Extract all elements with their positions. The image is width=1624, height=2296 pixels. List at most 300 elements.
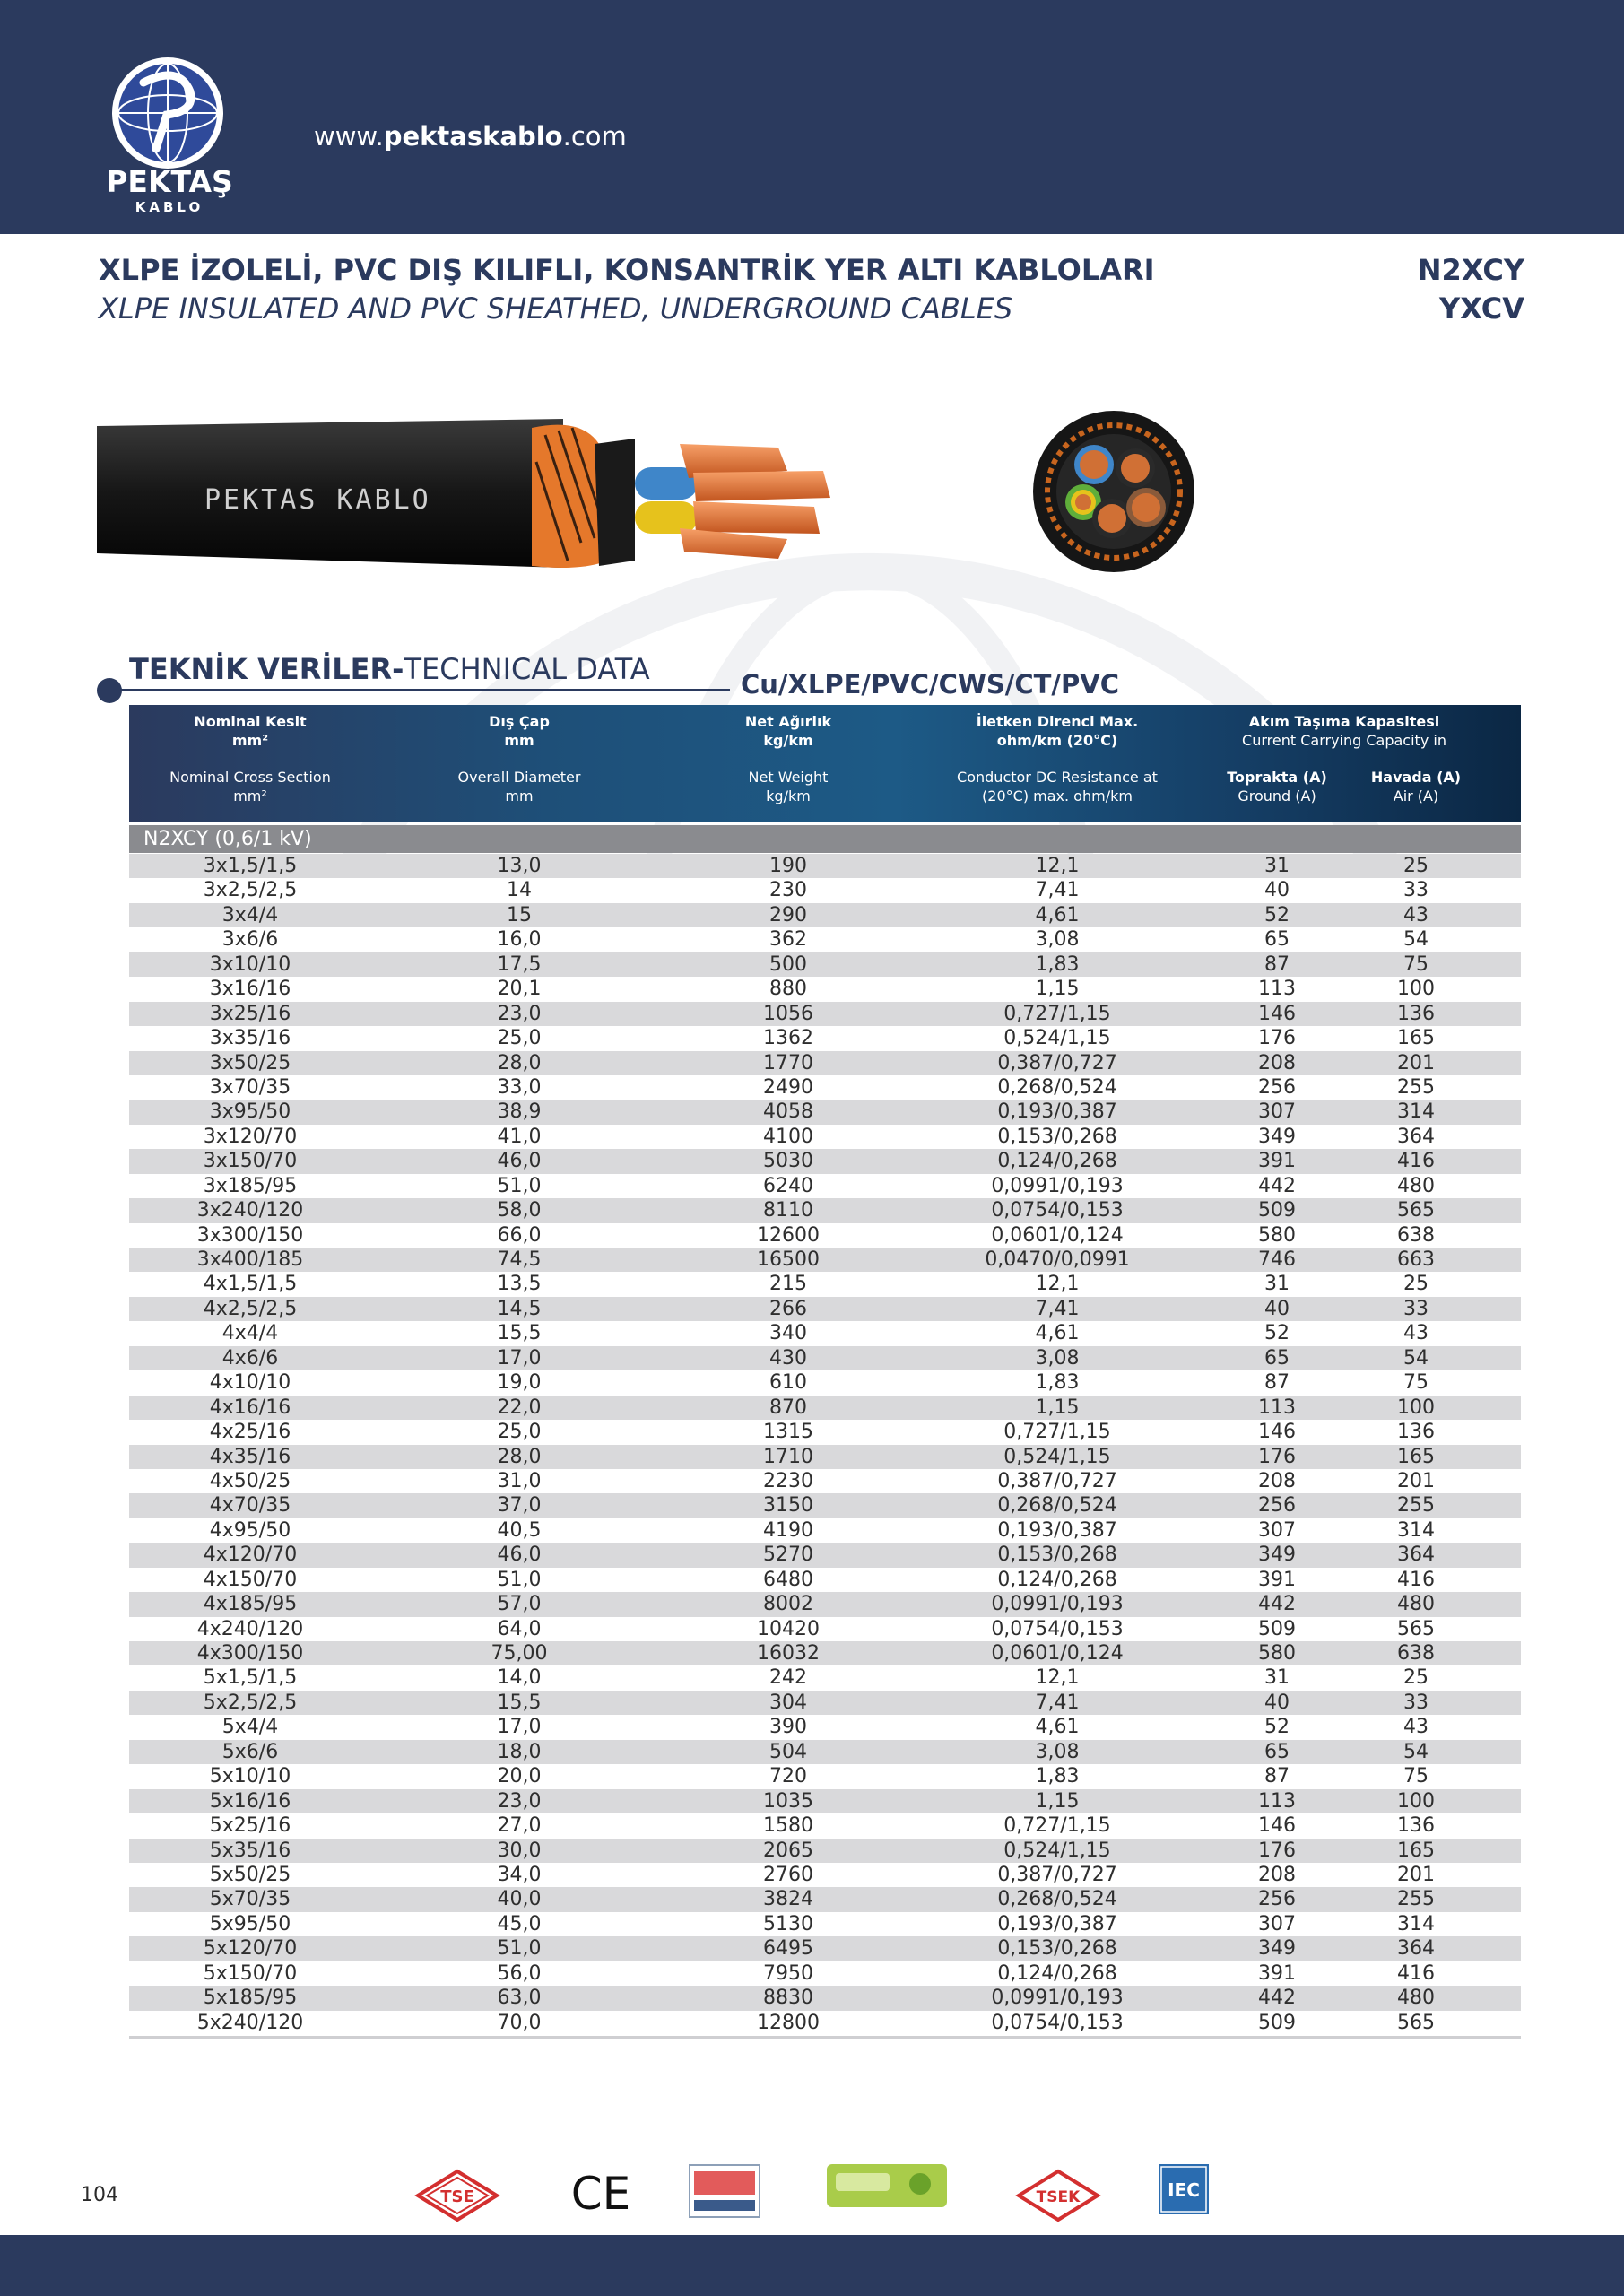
cell-net-weight: 242 bbox=[769, 1666, 807, 1690]
header-dc-resistance bbox=[909, 712, 1205, 750]
cell-capacity-air: 201 bbox=[1397, 1051, 1435, 1074]
cell-capacity-air: 255 bbox=[1397, 1075, 1435, 1099]
cell-nominal-section: 5x95/50 bbox=[209, 1912, 291, 1935]
cell-capacity-air: 136 bbox=[1397, 1421, 1435, 1444]
cell-nominal-section: 3x4/4 bbox=[221, 903, 279, 926]
cell-net-weight: 504 bbox=[769, 1740, 807, 1763]
cell-overall-diameter: 40,5 bbox=[497, 1518, 542, 1542]
cell-net-weight: 1362 bbox=[763, 1027, 813, 1050]
cell-capacity-air: 364 bbox=[1397, 1937, 1435, 1961]
cell-overall-diameter: 64,0 bbox=[497, 1617, 542, 1640]
cell-capacity-air: 43 bbox=[1403, 1322, 1429, 1345]
cell-dc-resistance: 0,524/1,15 bbox=[1003, 1445, 1111, 1468]
cell-dc-resistance: 1,15 bbox=[1035, 978, 1080, 1001]
cell-capacity-ground: 176 bbox=[1258, 1027, 1296, 1050]
cell-overall-diameter: 27,0 bbox=[497, 1814, 542, 1838]
cell-net-weight: 2760 bbox=[763, 1863, 813, 1886]
cell-nominal-section: 3x10/10 bbox=[209, 952, 291, 976]
header-col3-en-unit: kg/km bbox=[766, 787, 811, 804]
cell-capacity-ground: 113 bbox=[1258, 1789, 1296, 1813]
cell-overall-diameter: 13,5 bbox=[497, 1273, 542, 1296]
page-title-turkish: XLPE İZOLELİ, PVC DIŞ KILIFLI, KONSANTRİK YER ALTI KABLOLARI bbox=[99, 253, 1155, 287]
cell-net-weight: 720 bbox=[769, 1765, 807, 1788]
cell-capacity-air: 255 bbox=[1397, 1494, 1435, 1518]
cell-capacity-air: 638 bbox=[1397, 1223, 1435, 1247]
cell-capacity-air: 25 bbox=[1403, 855, 1429, 877]
cell-net-weight: 1056 bbox=[763, 1002, 813, 1025]
cell-capacity-ground: 256 bbox=[1258, 1075, 1296, 1099]
cell-dc-resistance: 1,83 bbox=[1035, 952, 1080, 976]
table-row bbox=[129, 1445, 1521, 1469]
cell-dc-resistance: 1,83 bbox=[1035, 1371, 1080, 1395]
cell-capacity-air: 638 bbox=[1397, 1642, 1435, 1665]
cell-capacity-ground: 31 bbox=[1264, 1666, 1290, 1690]
cell-overall-diameter: 25,0 bbox=[497, 1421, 542, 1444]
cell-net-weight: 3824 bbox=[763, 1888, 813, 1911]
header-col4-en-unit: (20°C) max. ohm/km bbox=[982, 787, 1133, 804]
header-air-tr: Havada (A) bbox=[1370, 769, 1462, 786]
tse-certification-icon bbox=[413, 2164, 502, 2227]
cell-dc-resistance: 0,0991/0,193 bbox=[991, 1174, 1124, 1197]
cell-overall-diameter: 51,0 bbox=[497, 1937, 542, 1961]
cell-capacity-air: 100 bbox=[1397, 1789, 1435, 1813]
cell-nominal-section: 5x185/95 bbox=[203, 1987, 298, 2010]
page-number: 104 bbox=[81, 2184, 118, 2206]
cell-dc-resistance: 0,193/0,387 bbox=[997, 1912, 1117, 1935]
cell-capacity-ground: 40 bbox=[1264, 1297, 1290, 1320]
cell-nominal-section: 4x1,5/1,5 bbox=[203, 1273, 298, 1296]
cell-capacity-air: 314 bbox=[1397, 1518, 1435, 1542]
cell-net-weight: 5270 bbox=[763, 1544, 813, 1567]
cell-nominal-section: 4x16/16 bbox=[209, 1396, 291, 1419]
table-row bbox=[129, 1321, 1521, 1345]
cell-capacity-ground: 52 bbox=[1264, 1322, 1290, 1345]
cell-dc-resistance: 0,524/1,15 bbox=[1003, 1839, 1111, 1862]
table-row bbox=[129, 1641, 1521, 1665]
cell-overall-diameter: 75,00 bbox=[491, 1642, 548, 1665]
cable-cross-section-icon bbox=[1031, 409, 1196, 574]
header-col2-en: Overall Diameter bbox=[457, 769, 581, 786]
cell-capacity-ground: 509 bbox=[1258, 1199, 1296, 1222]
cell-capacity-air: 33 bbox=[1403, 879, 1429, 902]
cell-capacity-ground: 307 bbox=[1258, 1100, 1296, 1124]
cell-overall-diameter: 20,0 bbox=[497, 1765, 542, 1788]
cell-net-weight: 266 bbox=[769, 1297, 807, 1320]
website-domain: pektaskablo bbox=[383, 121, 563, 152]
cell-capacity-air: 165 bbox=[1397, 1839, 1435, 1862]
table-row bbox=[129, 952, 1521, 977]
table-row bbox=[129, 1223, 1521, 1248]
ce-mark-icon bbox=[567, 2164, 635, 2227]
cell-overall-diameter: 51,0 bbox=[497, 1568, 542, 1591]
cell-net-weight: 12800 bbox=[757, 2011, 820, 2034]
cell-nominal-section: 5x10/10 bbox=[209, 1765, 291, 1788]
page-title-english: XLPE INSULATED AND PVC SHEATHED, UNDERGROUND CABLES bbox=[99, 291, 1013, 326]
header-col5-en: Current Carrying Capacity in bbox=[1242, 732, 1446, 749]
cell-overall-diameter: 25,0 bbox=[497, 1027, 542, 1050]
cell-net-weight: 215 bbox=[769, 1273, 807, 1296]
cell-nominal-section: 3x1,5/1,5 bbox=[203, 855, 298, 877]
website-prefix: www. bbox=[314, 121, 384, 152]
cell-net-weight: 190 bbox=[769, 855, 807, 877]
cell-capacity-air: 54 bbox=[1403, 1346, 1429, 1370]
header-col4-tr: İletken Direnci Max. bbox=[976, 713, 1139, 730]
table-row bbox=[129, 1493, 1521, 1518]
table-row bbox=[129, 1813, 1521, 1838]
cell-dc-resistance: 0,153/0,268 bbox=[997, 1125, 1117, 1148]
cell-capacity-ground: 349 bbox=[1258, 1544, 1296, 1567]
footer-band bbox=[0, 2235, 1624, 2296]
table-row bbox=[129, 1051, 1521, 1075]
cell-nominal-section: 4x35/16 bbox=[209, 1445, 291, 1468]
table-header bbox=[129, 705, 1521, 822]
table-row bbox=[129, 1764, 1521, 1788]
header-ground bbox=[1205, 768, 1349, 805]
tse-text: TSE bbox=[440, 2187, 474, 2206]
cell-net-weight: 1580 bbox=[763, 1814, 813, 1838]
table-row bbox=[129, 903, 1521, 927]
table-row bbox=[129, 1174, 1521, 1198]
cell-capacity-ground: 256 bbox=[1258, 1494, 1296, 1518]
cell-nominal-section: 3x95/50 bbox=[209, 1100, 291, 1124]
cell-net-weight: 610 bbox=[769, 1371, 807, 1395]
cell-nominal-section: 3x120/70 bbox=[203, 1125, 298, 1148]
cell-nominal-section: 3x6/6 bbox=[221, 928, 279, 952]
cell-nominal-section: 4x185/95 bbox=[203, 1593, 298, 1616]
cell-capacity-ground: 307 bbox=[1258, 1518, 1296, 1542]
cell-dc-resistance: 0,524/1,15 bbox=[1003, 1027, 1111, 1050]
cell-capacity-ground: 146 bbox=[1258, 1421, 1296, 1444]
cell-capacity-ground: 509 bbox=[1258, 2011, 1296, 2034]
cell-capacity-air: 480 bbox=[1397, 1174, 1435, 1197]
cell-nominal-section: 3x70/35 bbox=[209, 1075, 291, 1099]
table-row bbox=[129, 1543, 1521, 1567]
cell-capacity-air: 565 bbox=[1397, 2011, 1435, 2034]
header-ground-en: Ground (A) bbox=[1238, 787, 1316, 804]
cell-capacity-air: 165 bbox=[1397, 1027, 1435, 1050]
table-row bbox=[129, 1469, 1521, 1493]
cell-net-weight: 5130 bbox=[763, 1912, 813, 1935]
header-overall-diameter-en bbox=[371, 768, 667, 805]
cell-capacity-ground: 113 bbox=[1258, 1396, 1296, 1419]
cable-print-text: PEKTAS KABLO bbox=[204, 484, 431, 516]
table-row bbox=[129, 878, 1521, 902]
cell-capacity-air: 25 bbox=[1403, 1273, 1429, 1296]
header-col3-tr: Net Ağırlık bbox=[744, 713, 832, 730]
table-row bbox=[129, 1839, 1521, 1863]
cell-nominal-section: 4x300/150 bbox=[196, 1642, 304, 1665]
cell-dc-resistance: 3,08 bbox=[1035, 928, 1080, 952]
table-row bbox=[129, 1075, 1521, 1100]
header-col2-en-unit: mm bbox=[505, 787, 534, 804]
cell-dc-resistance: 1,15 bbox=[1035, 1789, 1080, 1813]
cell-nominal-section: 5x150/70 bbox=[203, 1961, 298, 1985]
cell-overall-diameter: 74,5 bbox=[497, 1248, 542, 1271]
header-net-weight bbox=[667, 712, 909, 750]
cell-net-weight: 8110 bbox=[763, 1199, 813, 1222]
table-row bbox=[129, 1936, 1521, 1961]
cell-dc-resistance: 3,08 bbox=[1035, 1346, 1080, 1370]
table-row bbox=[129, 1396, 1521, 1420]
cell-net-weight: 4100 bbox=[763, 1125, 813, 1148]
cell-nominal-section: 4x50/25 bbox=[209, 1469, 291, 1492]
header-col1-tr-unit: mm² bbox=[231, 732, 269, 749]
cell-capacity-air: 100 bbox=[1397, 978, 1435, 1001]
cable-illustration bbox=[97, 408, 886, 587]
cell-capacity-air: 480 bbox=[1397, 1987, 1435, 2010]
cell-capacity-ground: 442 bbox=[1258, 1987, 1296, 2010]
cell-capacity-ground: 87 bbox=[1264, 952, 1290, 976]
table-row bbox=[129, 1346, 1521, 1370]
cell-capacity-ground: 580 bbox=[1258, 1642, 1296, 1665]
cell-capacity-air: 75 bbox=[1403, 1765, 1429, 1788]
cell-capacity-air: 201 bbox=[1397, 1863, 1435, 1886]
cell-nominal-section: 5x25/16 bbox=[209, 1814, 291, 1838]
table-group-label bbox=[129, 825, 1521, 853]
cell-overall-diameter: 15,5 bbox=[497, 1691, 542, 1714]
table-row bbox=[129, 1420, 1521, 1444]
table-row bbox=[129, 977, 1521, 1001]
cell-capacity-ground: 256 bbox=[1258, 1888, 1296, 1911]
cell-overall-diameter: 33,0 bbox=[497, 1075, 542, 1099]
cell-dc-resistance: 0,727/1,15 bbox=[1003, 1421, 1111, 1444]
cell-overall-diameter: 28,0 bbox=[497, 1445, 542, 1468]
cell-dc-resistance: 0,124/0,268 bbox=[997, 1150, 1117, 1173]
cell-net-weight: 8002 bbox=[763, 1593, 813, 1616]
cell-overall-diameter: 41,0 bbox=[497, 1125, 542, 1148]
cell-dc-resistance: 0,153/0,268 bbox=[997, 1937, 1117, 1961]
cell-capacity-ground: 391 bbox=[1258, 1961, 1296, 1985]
table-row bbox=[129, 1715, 1521, 1739]
cell-nominal-section: 5x240/120 bbox=[196, 2011, 304, 2034]
table-row bbox=[129, 1789, 1521, 1813]
cell-capacity-air: 480 bbox=[1397, 1593, 1435, 1616]
table-row bbox=[129, 1665, 1521, 1690]
table-row bbox=[129, 1248, 1521, 1272]
logo-wordmark: PEKTAŞ bbox=[106, 164, 233, 199]
cell-nominal-section: 4x2,5/2,5 bbox=[203, 1297, 298, 1320]
cell-capacity-air: 314 bbox=[1397, 1100, 1435, 1124]
cell-dc-resistance: 0,0754/0,153 bbox=[991, 2011, 1124, 2034]
table-row bbox=[129, 1961, 1521, 1986]
cell-capacity-air: 54 bbox=[1403, 928, 1429, 952]
cell-capacity-air: 43 bbox=[1403, 1716, 1429, 1739]
table-body bbox=[129, 854, 1521, 2035]
cell-net-weight: 870 bbox=[769, 1396, 807, 1419]
header-col5-tr: Akım Taşıma Kapasitesi bbox=[1248, 713, 1440, 730]
cell-nominal-section: 5x2,5/2,5 bbox=[203, 1691, 298, 1714]
table-row bbox=[129, 1198, 1521, 1222]
cell-overall-diameter: 17,5 bbox=[497, 952, 542, 976]
cell-nominal-section: 3x185/95 bbox=[203, 1174, 298, 1197]
cell-nominal-section: 5x1,5/1,5 bbox=[203, 1666, 298, 1690]
cell-capacity-ground: 65 bbox=[1264, 1346, 1290, 1370]
cell-overall-diameter: 14,0 bbox=[497, 1666, 542, 1690]
header-col3-tr-unit: kg/km bbox=[763, 732, 813, 749]
cell-capacity-air: 314 bbox=[1397, 1912, 1435, 1935]
table-row bbox=[129, 1592, 1521, 1616]
cell-capacity-ground: 442 bbox=[1258, 1174, 1296, 1197]
header-col1-tr: Nominal Kesit bbox=[194, 713, 307, 730]
cell-dc-resistance: 0,268/0,524 bbox=[997, 1075, 1117, 1099]
cell-capacity-ground: 87 bbox=[1264, 1765, 1290, 1788]
cable-code-yxcv: YXCV bbox=[1439, 291, 1524, 326]
cell-dc-resistance: 0,0991/0,193 bbox=[991, 1593, 1124, 1616]
cell-capacity-ground: 746 bbox=[1258, 1248, 1296, 1271]
table-row bbox=[129, 927, 1521, 952]
table-bottom-rule bbox=[129, 2036, 1521, 2039]
table-row bbox=[129, 1912, 1521, 1936]
cell-dc-resistance: 3,08 bbox=[1035, 1740, 1080, 1763]
table-row bbox=[129, 1740, 1521, 1764]
cell-dc-resistance: 12,1 bbox=[1035, 855, 1080, 877]
header-col4-en: Conductor DC Resistance at bbox=[957, 769, 1158, 786]
header-net-weight-en bbox=[667, 768, 909, 805]
cell-overall-diameter: 57,0 bbox=[497, 1593, 542, 1616]
header-col3-en: Net Weight bbox=[748, 769, 829, 786]
cell-net-weight: 5030 bbox=[763, 1150, 813, 1173]
cell-capacity-ground: 307 bbox=[1258, 1912, 1296, 1935]
cell-capacity-ground: 176 bbox=[1258, 1445, 1296, 1468]
cell-dc-resistance: 0,727/1,15 bbox=[1003, 1002, 1111, 1025]
cell-nominal-section: 3x2,5/2,5 bbox=[203, 879, 298, 902]
cell-overall-diameter: 23,0 bbox=[497, 1789, 542, 1813]
table-row bbox=[129, 1100, 1521, 1124]
cell-capacity-air: 416 bbox=[1397, 1568, 1435, 1591]
group-label-text: N2XCY (0,6/1 kV) bbox=[143, 828, 312, 850]
cell-overall-diameter: 51,0 bbox=[497, 1174, 542, 1197]
cell-nominal-section: 5x16/16 bbox=[209, 1789, 291, 1813]
cell-dc-resistance: 7,41 bbox=[1035, 1297, 1080, 1320]
cell-dc-resistance: 1,83 bbox=[1035, 1765, 1080, 1788]
table-row bbox=[129, 1568, 1521, 1592]
table-row bbox=[129, 1149, 1521, 1173]
cell-dc-resistance: 0,193/0,387 bbox=[997, 1518, 1117, 1542]
cell-overall-diameter: 19,0 bbox=[497, 1371, 542, 1395]
table-row bbox=[129, 1297, 1521, 1321]
cell-overall-diameter: 17,0 bbox=[497, 1346, 542, 1370]
cell-dc-resistance: 0,0601/0,124 bbox=[991, 1642, 1124, 1665]
cell-capacity-ground: 349 bbox=[1258, 1937, 1296, 1961]
cell-overall-diameter: 23,0 bbox=[497, 1002, 542, 1025]
cell-nominal-section: 4x240/120 bbox=[196, 1617, 304, 1640]
cell-capacity-air: 43 bbox=[1403, 903, 1429, 926]
cell-overall-diameter: 34,0 bbox=[497, 1863, 542, 1886]
cell-net-weight: 4058 bbox=[763, 1100, 813, 1124]
cell-net-weight: 500 bbox=[769, 952, 807, 976]
cell-capacity-ground: 52 bbox=[1264, 903, 1290, 926]
cell-net-weight: 304 bbox=[769, 1691, 807, 1714]
quality-certificate-badge-icon bbox=[689, 2164, 760, 2218]
cell-net-weight: 12600 bbox=[757, 1223, 820, 1247]
cell-capacity-air: 364 bbox=[1397, 1125, 1435, 1148]
cell-net-weight: 2065 bbox=[763, 1839, 813, 1862]
cell-capacity-ground: 580 bbox=[1258, 1223, 1296, 1247]
cell-capacity-ground: 208 bbox=[1258, 1051, 1296, 1074]
cell-net-weight: 16032 bbox=[757, 1642, 820, 1665]
iec-logo-icon bbox=[1159, 2164, 1209, 2214]
cell-dc-resistance: 0,193/0,387 bbox=[997, 1100, 1117, 1124]
cell-capacity-air: 255 bbox=[1397, 1888, 1435, 1911]
cell-overall-diameter: 70,0 bbox=[497, 2011, 542, 2034]
cell-overall-diameter: 46,0 bbox=[497, 1544, 542, 1567]
cell-dc-resistance: 0,0470/0,0991 bbox=[985, 1248, 1130, 1271]
cell-capacity-air: 136 bbox=[1397, 1814, 1435, 1838]
cell-capacity-ground: 113 bbox=[1258, 978, 1296, 1001]
cell-net-weight: 1710 bbox=[763, 1445, 813, 1468]
cell-nominal-section: 4x4/4 bbox=[221, 1322, 279, 1345]
cell-net-weight: 2230 bbox=[763, 1469, 813, 1492]
cell-overall-diameter: 66,0 bbox=[497, 1223, 542, 1247]
tsek-certification-icon bbox=[1013, 2164, 1103, 2227]
cell-dc-resistance: 12,1 bbox=[1035, 1273, 1080, 1296]
website-link[interactable] bbox=[314, 121, 627, 152]
table-row bbox=[129, 1691, 1521, 1715]
table-row bbox=[129, 1026, 1521, 1050]
cell-capacity-ground: 31 bbox=[1264, 1273, 1290, 1296]
cell-overall-diameter: 40,0 bbox=[497, 1888, 542, 1911]
section-title-bold: TEKNİK VERİLER- bbox=[129, 652, 404, 686]
cell-nominal-section: 5x35/16 bbox=[209, 1839, 291, 1862]
cell-overall-diameter: 20,1 bbox=[497, 978, 542, 1001]
section-underline bbox=[117, 689, 730, 691]
header-col2-tr-unit: mm bbox=[504, 732, 534, 749]
table-row bbox=[129, 1125, 1521, 1149]
section-title-regular: TECHNICAL DATA bbox=[404, 652, 650, 686]
cell-net-weight: 1770 bbox=[763, 1051, 813, 1074]
cell-net-weight: 390 bbox=[769, 1716, 807, 1739]
cell-overall-diameter: 45,0 bbox=[497, 1912, 542, 1935]
cell-dc-resistance: 0,0991/0,193 bbox=[991, 1987, 1124, 2010]
cell-capacity-ground: 87 bbox=[1264, 1371, 1290, 1395]
table-row bbox=[129, 854, 1521, 878]
cell-net-weight: 4190 bbox=[763, 1518, 813, 1542]
cell-overall-diameter: 14,5 bbox=[497, 1297, 542, 1320]
cell-net-weight: 880 bbox=[769, 978, 807, 1001]
cell-nominal-section: 4x25/16 bbox=[209, 1421, 291, 1444]
website-suffix: .com bbox=[562, 121, 627, 152]
table-row bbox=[129, 1887, 1521, 1911]
cell-dc-resistance: 12,1 bbox=[1035, 1666, 1080, 1690]
cell-capacity-air: 75 bbox=[1403, 952, 1429, 976]
cell-nominal-section: 3x25/16 bbox=[209, 1002, 291, 1025]
cell-nominal-section: 3x16/16 bbox=[209, 978, 291, 1001]
cell-capacity-ground: 208 bbox=[1258, 1469, 1296, 1492]
cell-net-weight: 3150 bbox=[763, 1494, 813, 1518]
cell-nominal-section: 5x6/6 bbox=[221, 1740, 279, 1763]
cell-dc-resistance: 4,61 bbox=[1035, 903, 1080, 926]
cell-capacity-air: 25 bbox=[1403, 1666, 1429, 1690]
cell-nominal-section: 4x95/50 bbox=[209, 1518, 291, 1542]
cell-overall-diameter: 16,0 bbox=[497, 928, 542, 952]
cell-nominal-section: 5x120/70 bbox=[203, 1937, 298, 1961]
cell-overall-diameter: 17,0 bbox=[497, 1716, 542, 1739]
cell-dc-resistance: 0,124/0,268 bbox=[997, 1961, 1117, 1985]
cell-net-weight: 1315 bbox=[763, 1421, 813, 1444]
cell-capacity-ground: 208 bbox=[1258, 1863, 1296, 1886]
header-air bbox=[1349, 768, 1483, 805]
ce-text: CE bbox=[570, 2168, 631, 2220]
section-title bbox=[129, 652, 650, 686]
cell-overall-diameter: 14 bbox=[507, 879, 532, 902]
cable-construction: Cu/XLPE/PVC/CWS/CT/PVC bbox=[741, 669, 1119, 700]
table-row bbox=[129, 1518, 1521, 1543]
cell-nominal-section: 5x50/25 bbox=[209, 1863, 291, 1886]
header-dc-resistance-en bbox=[909, 768, 1205, 805]
cell-nominal-section: 5x4/4 bbox=[221, 1716, 279, 1739]
cell-net-weight: 290 bbox=[769, 903, 807, 926]
cell-capacity-air: 565 bbox=[1397, 1617, 1435, 1640]
